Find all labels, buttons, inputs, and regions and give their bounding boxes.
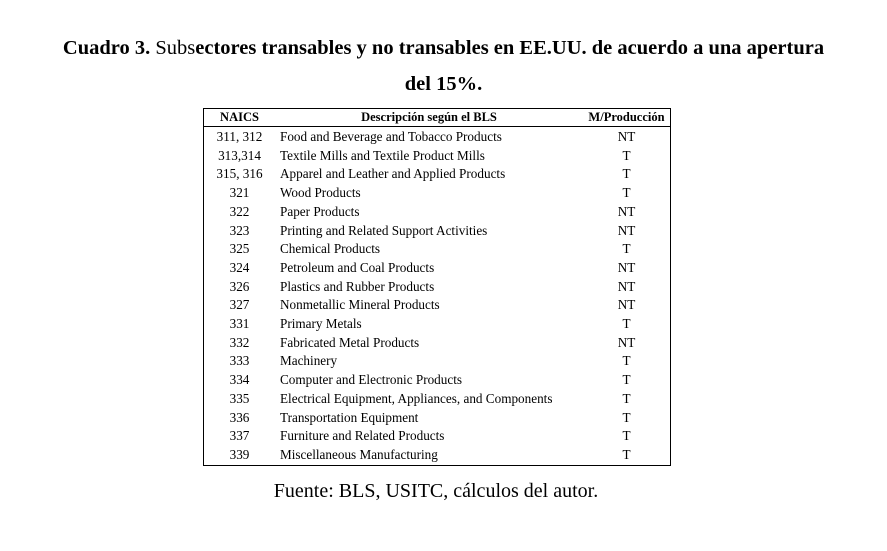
description-cell: Primary Metals bbox=[280, 316, 362, 332]
table-row bbox=[204, 409, 670, 428]
naics-cell: 322 bbox=[229, 203, 250, 219]
naics-cell: 337 bbox=[229, 428, 250, 444]
naics-cell: 326 bbox=[229, 278, 250, 294]
classification-cell: T bbox=[622, 241, 631, 257]
description-cell: Textile Mills and Textile Product Mills bbox=[280, 147, 485, 163]
naics-cell: 334 bbox=[229, 372, 250, 388]
description-cell: Paper Products bbox=[280, 203, 360, 219]
table-row bbox=[204, 371, 670, 390]
table-row bbox=[204, 165, 670, 184]
naics-cell: 323 bbox=[229, 222, 250, 238]
caption-text-line1: ectores transables y no transables en EE.UU. de acuerdo a una apertura bbox=[195, 37, 825, 59]
classification-cell: T bbox=[622, 353, 631, 369]
description-cell: Printing and Related Support Activities bbox=[280, 222, 488, 238]
naics-cell: 324 bbox=[229, 259, 250, 275]
naics-cell: 325 bbox=[229, 241, 250, 257]
naics-cell: 331 bbox=[229, 316, 250, 332]
description-cell: Electrical Equipment, Appliances, and Components bbox=[280, 390, 553, 406]
table-row bbox=[204, 446, 670, 465]
source-note: Fuente: BLS, USITC, cálculos del autor. bbox=[273, 480, 599, 502]
description-cell: Food and Beverage and Tobacco Products bbox=[280, 129, 502, 144]
classification-cell: T bbox=[622, 316, 631, 332]
table-row bbox=[204, 259, 670, 278]
description-cell: Machinery bbox=[280, 353, 338, 369]
naics-cell: 335 bbox=[229, 390, 250, 406]
classification-cell: NT bbox=[617, 259, 636, 275]
description-cell: Nonmetallic Mineral Products bbox=[280, 297, 440, 313]
table-row bbox=[204, 427, 670, 446]
table-row bbox=[204, 296, 670, 315]
naics-cell: 315, 316 bbox=[216, 166, 263, 182]
table-row bbox=[204, 352, 670, 371]
naics-cell: 333 bbox=[229, 353, 250, 369]
table-body bbox=[204, 127, 670, 465]
table-row bbox=[204, 184, 670, 203]
classification-cell: NT bbox=[617, 297, 636, 313]
classification-cell: T bbox=[622, 428, 631, 444]
table-row bbox=[204, 147, 670, 166]
classification-cell: T bbox=[622, 185, 631, 201]
classification-cell: T bbox=[622, 409, 631, 425]
description-cell: Transportation Equipment bbox=[280, 409, 419, 425]
caption-subject-start: Subs bbox=[150, 37, 196, 59]
header-description: Descripción según el BLS bbox=[275, 109, 583, 127]
naics-cell: 332 bbox=[229, 334, 250, 350]
table-row bbox=[204, 222, 670, 241]
table-row bbox=[204, 203, 670, 222]
table-caption bbox=[20, 30, 867, 102]
description-cell: Wood Products bbox=[280, 185, 361, 201]
naics-cell: 321 bbox=[229, 185, 250, 201]
description-cell: Fabricated Metal Products bbox=[280, 334, 420, 350]
classification-cell: T bbox=[622, 166, 631, 182]
classification-cell: T bbox=[622, 372, 631, 388]
table-row bbox=[204, 334, 670, 353]
description-cell: Apparel and Leather and Applied Products bbox=[280, 166, 506, 182]
classification-cell: NT bbox=[617, 129, 636, 144]
subsector-table bbox=[204, 109, 670, 465]
table-row bbox=[204, 127, 670, 147]
classification-cell: T bbox=[622, 446, 631, 462]
classification-cell: NT bbox=[617, 278, 636, 294]
description-cell: Miscellaneous Manufacturing bbox=[280, 446, 438, 462]
classification-cell: T bbox=[622, 147, 631, 163]
naics-cell: 313,314 bbox=[218, 147, 261, 163]
header-m-produccion: M/Producción bbox=[583, 109, 670, 127]
subsector-table-frame bbox=[203, 108, 671, 466]
classification-cell: NT bbox=[617, 203, 636, 219]
naics-cell: 327 bbox=[229, 297, 250, 313]
table-row bbox=[204, 390, 670, 409]
table-header-row bbox=[204, 109, 670, 127]
header-naics: NAICS bbox=[204, 109, 275, 127]
description-cell: Computer and Electronic Products bbox=[280, 372, 463, 388]
description-cell: Furniture and Related Products bbox=[280, 428, 445, 444]
table-row bbox=[204, 315, 670, 334]
naics-cell: 339 bbox=[229, 446, 250, 462]
caption-number: Cuadro 3. bbox=[62, 37, 151, 59]
classification-cell: NT bbox=[617, 334, 636, 350]
description-cell: Plastics and Rubber Products bbox=[280, 278, 435, 294]
table-row bbox=[204, 278, 670, 297]
table-row bbox=[204, 240, 670, 259]
naics-cell: 336 bbox=[229, 409, 250, 425]
description-cell: Chemical Products bbox=[280, 241, 380, 257]
classification-cell: T bbox=[622, 390, 631, 406]
naics-cell: 311, 312 bbox=[216, 129, 263, 144]
caption-text-line2: del 15%. bbox=[404, 73, 483, 95]
classification-cell: NT bbox=[617, 222, 636, 238]
description-cell: Petroleum and Coal Products bbox=[280, 259, 435, 275]
